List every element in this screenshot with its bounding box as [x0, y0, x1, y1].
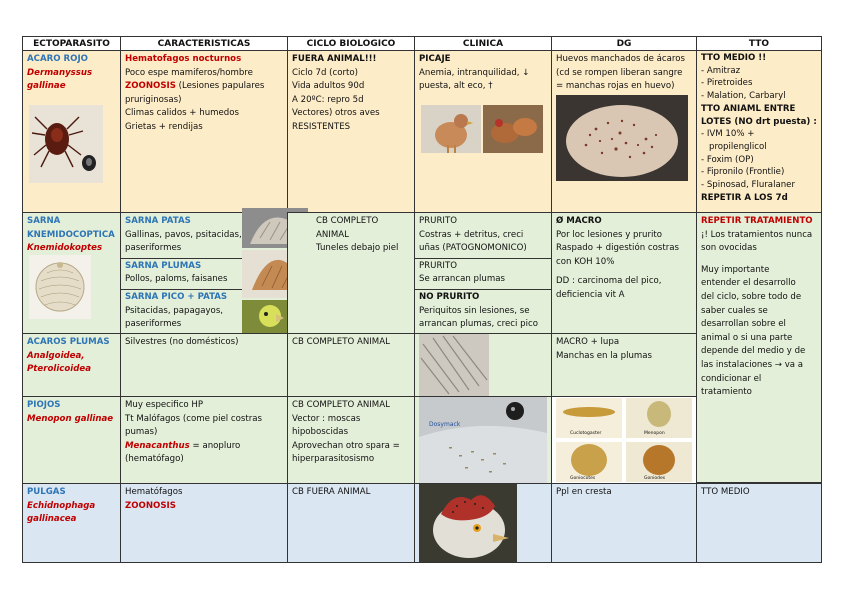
acaro-rojo-species-1: Dermanyssus — [27, 67, 93, 78]
tto-note-first: ¡! Los tratamientos nunca — [701, 229, 813, 240]
plumas-dg — [551, 333, 697, 397]
header-ectoparasito: ECTOPARASITO — [22, 36, 121, 51]
divider — [415, 258, 551, 259]
acaro-rojo-ciclo — [287, 50, 415, 213]
acaro-rojo-name-cell — [22, 50, 121, 213]
repetir-tratamiento: REPETIR TRATAMIENTO — [701, 216, 813, 226]
plumas-ciclo — [287, 333, 415, 397]
tto-line-1: TTO MEDIO !! — [701, 53, 767, 63]
sarna-ciclo-2: ANIMAL — [316, 229, 349, 240]
tto-note-13: tratamiento — [701, 387, 752, 398]
tto-line-9: - Foxim (OP) — [701, 154, 754, 165]
zoonosis-rest: (Lesiones papulares — [175, 81, 265, 92]
lice-feathers-image — [419, 397, 547, 483]
plumas-name-cell — [22, 333, 121, 397]
sarna-prurito-1: PRURITO — [419, 216, 457, 226]
menacanthus: Menacanthus — [125, 440, 190, 451]
piojos-caract-1: Muy especifico HP — [125, 400, 204, 410]
sarna-clinica-b-1: Se arrancan plumas — [419, 274, 505, 285]
pulgas-species-1: Echidnophaga — [27, 500, 96, 511]
acaro-caract-4: pruriginosas) — [125, 94, 182, 105]
sarna-clinica-a-1: Costras + detritus, creci — [419, 229, 524, 240]
header-ciclo: CICLO BIOLOGICO — [287, 36, 415, 51]
clinica-line-2: puesta, alt eco, † — [419, 81, 493, 92]
sarna-ciclo-1: CB COMPLETO — [316, 216, 379, 226]
tto-note-6: del ciclo, sobre todo de — [701, 291, 802, 302]
pulgas-dg — [551, 483, 697, 563]
tto-note-1 — [701, 229, 817, 243]
tto-note-4: Muy importante — [701, 264, 770, 275]
tto-note-12: condicionar el — [701, 373, 762, 384]
sarna-ciclo-3: Tuneles debajo piel — [316, 243, 399, 254]
sarna-no-prurito: NO PRURITO — [419, 291, 480, 302]
dg-line-2: (cd se rompen liberan sangre — [556, 67, 683, 78]
acaro-rojo-caracteristicas — [120, 50, 288, 213]
pulgas-dg-1: Ppl en cresta — [556, 487, 612, 497]
plumas-ciclo-1: CB COMPLETO ANIMAL — [292, 337, 390, 347]
pulgas-caract-1: Hematófagos — [125, 487, 183, 497]
lice-species-image — [556, 398, 694, 482]
header-caracteristicas: CARACTERISTICAS — [120, 36, 288, 51]
lice-label-4: Goniodes — [644, 476, 666, 481]
piojos-caract-2: Tt Malófagos (come piel costras — [125, 413, 262, 424]
sarna-dg-3: con KOH 10% — [556, 256, 615, 267]
plumas-dg-2: Manchas en la plumas — [556, 350, 653, 361]
anopluro: = anopluro — [189, 440, 241, 451]
tto-line-4: - Malation, Carbaryl — [701, 91, 786, 102]
sarna-pico-1: Psitacidas, papagayos, — [125, 305, 224, 316]
acaro-caract-3 — [125, 80, 283, 94]
tto-line-6: LOTES (NO drt puesta) : — [701, 116, 817, 127]
sarna-pico-2: paseriformes — [125, 319, 182, 330]
tto-line-2: - Amitraz — [701, 65, 741, 76]
sarna-species: Knemidokoptes — [27, 243, 103, 254]
plumas-caracteristicas — [120, 333, 288, 397]
sarna-patas-2: paseriformes — [125, 243, 182, 254]
sarna-dg-title: Ø MACRO — [556, 216, 602, 226]
acaro-caract-5: Climas calidos + humedos — [125, 108, 239, 119]
piojos-ciclo-1: CB COMPLETO ANIMAL — [292, 400, 390, 410]
plumas-species-2: Pterolicoidea — [27, 364, 91, 375]
feather-image — [419, 334, 489, 396]
clinica-line-1: Anemia, intranquilidad, ↓ — [419, 67, 530, 78]
sick-chicken-image-1 — [421, 105, 481, 153]
sarna-dg-6: deficiencia vit A — [556, 289, 625, 300]
ciclo-line-4: A 20ºC: repro 5d — [292, 94, 364, 105]
spacer — [701, 256, 817, 264]
header-tto: TTO — [696, 36, 822, 51]
sarna-tto — [696, 212, 822, 483]
dg-line-3: = manchas rojas en huevo) — [556, 81, 675, 92]
plumas-dg-1: MACRO + lupa — [556, 337, 620, 347]
ciclo-line-6: RESISTENTES — [292, 121, 351, 132]
plumas-clinica — [414, 333, 552, 397]
flea-comb-image — [419, 484, 517, 562]
ciclo-fuera-animal: FUERA ANIMAL!!! — [292, 54, 377, 64]
acaro-rojo-name: ACARO ROJO — [27, 54, 88, 64]
piojos-caract-5: (hematófago) — [125, 454, 184, 465]
sarna-prurito-2: PRURITO — [419, 260, 457, 271]
piojos-ciclo-3: hipoboscidas — [292, 427, 349, 438]
sarna-patas-title: SARNA PATAS — [125, 216, 191, 226]
pulgas-tto — [696, 483, 822, 563]
lice-label-2: Menopon — [644, 431, 665, 436]
sarna-clinica-c-2: arrancan plumas, creci pico — [419, 319, 538, 330]
image-caption: Dosymack — [429, 421, 461, 428]
tto-note-5: entender el desarrollo — [701, 278, 796, 289]
tto-line-12: REPETIR A LOS 7d — [701, 192, 788, 203]
ciclo-line-5: Vectores) otros aves — [292, 108, 380, 119]
piojos-caract-3: pumas) — [125, 427, 158, 438]
pulgas-tto-1: TTO MEDIO — [701, 487, 750, 497]
pulgas-name-cell — [22, 483, 121, 563]
piojos-caract-4 — [125, 440, 283, 454]
tto-note-11: las instalaciones → va a — [701, 359, 804, 370]
acaro-caract-1: Hematofagos nocturnos — [125, 54, 242, 64]
ciclo-line-2: Ciclo 7d (corto) — [292, 67, 358, 78]
tto-note-2: son ovocidas — [701, 243, 757, 254]
plumas-species-1: Analgoidea, — [27, 350, 85, 361]
sarna-dg — [551, 212, 697, 334]
sarna-pico-title: SARNA PICO + PATAS — [125, 291, 228, 302]
knemidokoptes-image — [29, 255, 91, 319]
ciclo-line-3: Vida adultos 90d — [292, 81, 365, 92]
piojos-caracteristicas — [120, 396, 288, 484]
tto-line-3: - Piretroides — [701, 78, 753, 89]
mite-image — [29, 105, 103, 183]
tto-note-8: desarrollan sobre el — [701, 319, 786, 330]
piojos-name: PIOJOS — [27, 400, 61, 410]
sarna-plumas-title: SARNA PLUMAS — [125, 260, 202, 271]
tto-note-9: animal o si una parte — [701, 332, 793, 343]
acaro-rojo-clinica — [414, 50, 552, 213]
sick-chicken-image-2 — [483, 105, 543, 153]
dg-line-1: Huevos manchados de ácaros — [556, 54, 686, 64]
piojos-clinica — [414, 396, 552, 484]
tto-note-10: depende del medio y de — [701, 346, 806, 357]
piojos-species: Menopon gallinae — [27, 413, 114, 424]
zoonosis-label: ZOONOSIS — [125, 81, 176, 92]
acaro-caract-6: Grietas + rendijas — [125, 121, 203, 132]
tto-note-7: saber cuales se — [701, 305, 768, 316]
piojos-name-cell — [22, 396, 121, 484]
sarna-plumas-1: Pollos, paloms, faisanes — [125, 274, 228, 285]
sarna-clinica-a-2: uñas (PATOGNOMONICO) — [419, 243, 527, 254]
lice-label-3: Goniocotes — [570, 476, 596, 481]
pulgas-clinica — [414, 483, 552, 563]
parasite-table — [22, 36, 822, 563]
pulgas-ciclo-1: CB FUERA ANIMAL — [292, 487, 371, 497]
sarna-dg-1: Por loc lesiones y prurito — [556, 229, 663, 240]
sarna-dg-5: DD : carcinoma del pico, — [556, 276, 662, 287]
sarna-name-cell — [22, 212, 121, 334]
tto-line-10: - Fipronilo (Frontlie) — [701, 167, 785, 178]
sarna-clinica-c-1: Periquitos sin lesiones, se — [419, 305, 530, 316]
sarna-name-1: SARNA — [27, 216, 61, 226]
plumas-name: ACAROS PLUMAS — [27, 337, 110, 347]
pulgas-ciclo — [287, 483, 415, 563]
piojos-ciclo — [287, 396, 415, 484]
tto-line-7: - IVM 10% + — [701, 129, 755, 140]
sarna-ciclo — [287, 212, 415, 334]
clinica-picaje: PICAJE — [419, 54, 451, 64]
tto-line-5: TTO ANIAML ENTRE — [701, 103, 796, 114]
acaro-rojo-tto — [696, 50, 822, 213]
pulgas-species-2: gallinacea — [27, 514, 77, 525]
lice-label-1: Cuclotogaster — [570, 431, 602, 436]
piojos-ciclo-2: Vector : moscas — [292, 413, 361, 424]
acaro-rojo-species-2: gallinae — [27, 81, 66, 92]
sarna-name-2: KNEMIDOCOPTICA — [27, 229, 115, 240]
tto-line-8: propilenglicol — [709, 141, 767, 152]
sarna-patas-1: Gallinas, pavos, psitacidas, — [125, 229, 242, 240]
pulgas-name: PULGAS — [27, 487, 66, 497]
pulgas-zoonosis: ZOONOSIS — [125, 500, 176, 511]
plumas-caract-1: Silvestres (no domésticos) — [125, 337, 239, 347]
pulgas-caracteristicas — [120, 483, 288, 563]
header-dg: DG — [551, 36, 697, 51]
piojos-ciclo-5: hiperparasitosismo — [292, 454, 375, 465]
tto-line-11: - Spinosad, Fluralaner — [701, 180, 795, 191]
acaro-caract-2: Poco espe mamiferos/hombre — [125, 67, 253, 78]
sarna-dg-2: Raspado + digestión costras — [556, 243, 679, 254]
header-clinica: CLINICA — [414, 36, 552, 51]
acaro-rojo-dg — [551, 50, 697, 213]
spotted-egg-image — [556, 95, 688, 181]
divider — [415, 289, 551, 290]
piojos-dg — [551, 396, 697, 484]
sarna-clinica — [414, 212, 552, 334]
piojos-ciclo-4: Aprovechan otro spara = — [292, 440, 400, 451]
